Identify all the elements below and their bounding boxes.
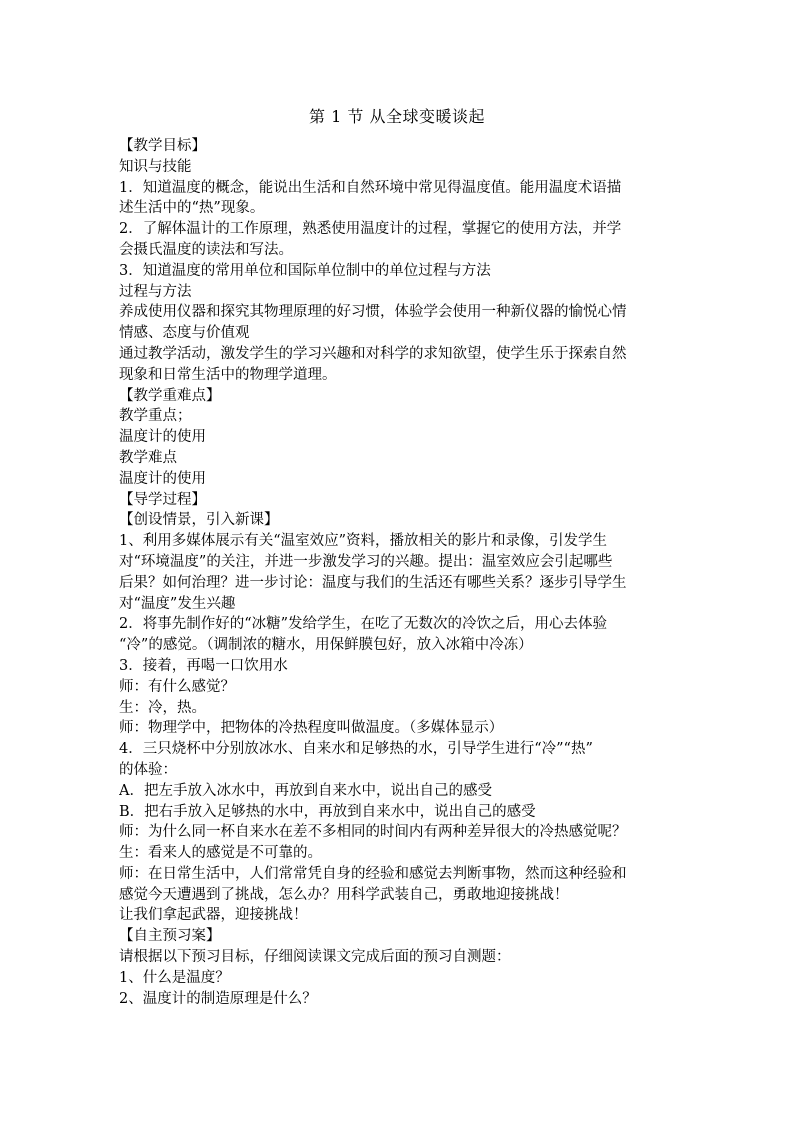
text-line: 请根据以下预习目标，仔细阅读课文完成后面的预习自测题：: [119, 949, 511, 966]
text-line: 的体验：: [119, 761, 177, 778]
text-line: 2．了解体温计的工作原理，熟悉使用温度计的过程，掌握它的使用方法，并学: [119, 221, 622, 238]
text-line: 师：有什么感觉？: [119, 678, 235, 695]
text-line: 1、什么是温度？: [119, 969, 230, 986]
section-heading-objectives: 【教学目标】: [119, 138, 206, 154]
text-line: 生：看来人的感觉是不可靠的。: [119, 845, 322, 862]
text-line: 2、温度计的制造原理是什么？: [119, 990, 317, 1007]
text-line: 1．知道温度的概念，能说出生活和自然环境中常见得温度值。能用温度术语描: [119, 179, 622, 196]
text-line: 养成使用仪器和探究其物理原理的好习惯，体验学会使用一种新仪器的愉悦心情: [119, 304, 627, 321]
text-line: B．把右手放入足够热的水中，再放到自来水中，说出自己的感受: [119, 803, 536, 820]
section-heading-process: 【导学过程】: [119, 491, 206, 508]
text-line: 教学重点；: [119, 408, 192, 425]
text-line: 通过教学活动，激发学生的学习兴趣和对科学的求知欲望，使学生乐于探索自然: [119, 345, 627, 362]
text-line: 师：在日常生活中，人们常常凭自身的经验和感觉去判断事物，然而这种经验和: [119, 865, 627, 882]
section-heading-preview: 【自主预习案】: [119, 928, 221, 945]
document-title: 第 1 节 从全球变暖谈起: [309, 107, 485, 126]
text-line: 对“温度”发生兴趣: [119, 595, 236, 612]
subheading-process-methods: 过程与方法: [119, 283, 192, 300]
text-line: 述生活中的“热”现象。: [119, 200, 265, 217]
text-line: 对“环境温度”的关注，并进一步激发学习的兴趣。提出：温室效应会引起哪些: [119, 553, 613, 570]
text-line: 2．将事先制作好的“冰糖”发给学生，在吃了无数次的冷饮之后，用心去体验: [119, 616, 608, 633]
text-line: 3．知道温度的常用单位和国际单位制中的单位过程与方法: [119, 262, 491, 279]
text-line: A．把左手放入冰水中，再放到自来水中，说出自己的感受: [119, 782, 492, 799]
text-line: 师：为什么同一杯自来水在差不多相同的时间内有两种差异很大的冷热感觉呢？: [119, 824, 627, 841]
section-heading-scenario: 【创设情景，引入新课】: [119, 512, 279, 529]
text-line: 4．三只烧杯中分别放冰水、自来水和足够热的水，引导学生进行“冷”“热”: [119, 741, 593, 758]
text-line: 师：物理学中，把物体的冷热程度叫做温度。（多媒体显示）: [119, 720, 504, 737]
subheading-attitudes-values: 情感、态度与价值观: [119, 325, 250, 342]
document-body: [119, 136, 675, 1009]
text-line: 后果？如何治理？进一步讨论：温度与我们的生活还有哪些关系？逐步引导学生: [119, 574, 627, 591]
subheading-knowledge-skills: 知识与技能: [119, 158, 192, 175]
text-line: 温度计的使用: [119, 470, 206, 487]
section-heading-key-points: 【教学重难点】: [119, 387, 221, 404]
text-line: 感觉今天遭遇到了挑战，怎么办？用科学武装自己，勇敢地迎接挑战！: [119, 886, 569, 903]
text-line: 现象和日常生活中的物理学道理。: [119, 366, 337, 383]
text-line: 1、利用多媒体展示有关“温室效应”资料，播放相关的影片和录像，引发学生: [119, 533, 608, 550]
text-line: “冷”的感觉。（调制浓的糖水，用保鲜膜包好，放入冰箱中冷冻）: [119, 637, 533, 654]
text-line: 让我们拿起武器，迎接挑战！: [119, 907, 308, 924]
text-line: 温度计的使用: [119, 429, 206, 446]
text-line: 生：冷，热。: [119, 699, 206, 716]
text-line: 教学难点: [119, 449, 177, 466]
text-line: 会摄氏温度的读法和写法。: [119, 241, 293, 258]
text-line: 3．接着，再喝一口饮用水: [119, 657, 288, 674]
